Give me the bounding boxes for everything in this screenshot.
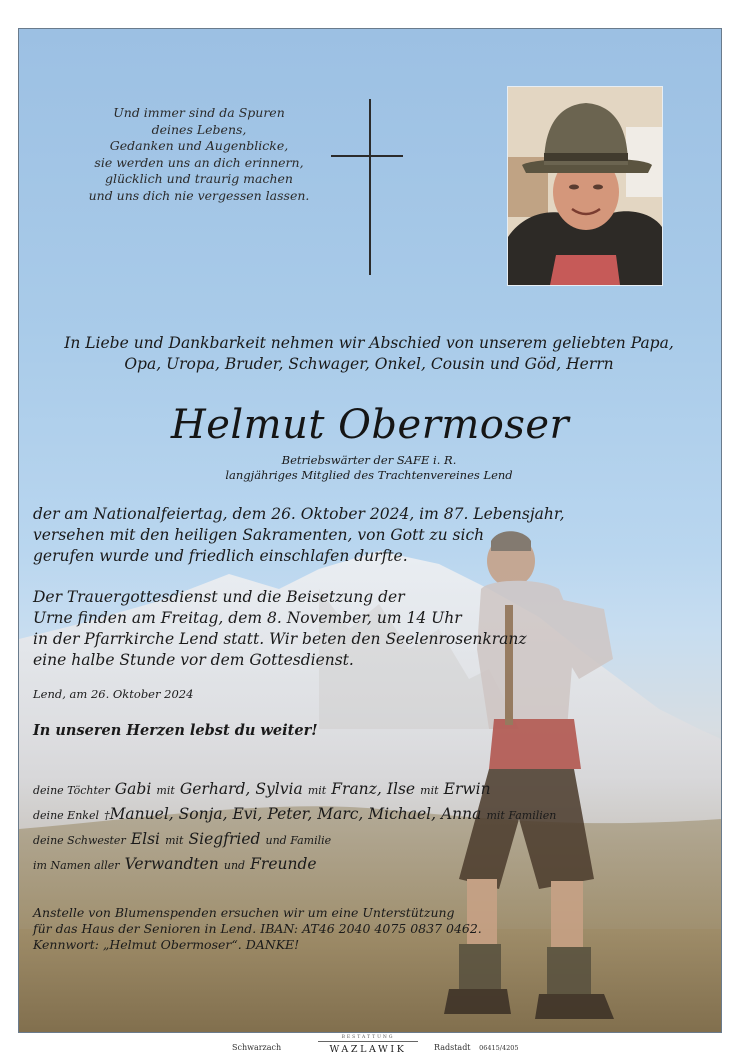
verse-line: glücklich und traurig machen xyxy=(105,171,293,186)
intro-text xyxy=(39,333,699,375)
footer-location-left: Schwarzach xyxy=(232,1043,282,1052)
logo-subtitle: BESTATTUNG xyxy=(341,1035,395,1040)
obituary-card xyxy=(18,28,722,1033)
logo-title: WAZLAWIK xyxy=(329,1043,407,1055)
family-grandchildren: deine Enkel †Manuel, Sonja, Evi, Peter, Marc, Michael, Anna mit Familien xyxy=(33,805,557,823)
title-line: langjähriges Mitglied des Trachtenvereines Lend xyxy=(225,468,513,482)
service-line: Der Trauergottesdienst und die Beisetzung der xyxy=(33,588,405,606)
intro-line: In Liebe und Dankbarkeit nehmen wir Abschied von unserem geliebten Papa, xyxy=(64,334,674,352)
footer-location-right xyxy=(434,1043,519,1052)
memorial-verse xyxy=(79,105,319,204)
verse-line: Gedanken und Augenblicke, xyxy=(109,138,289,153)
family-sister: deine Schwester Elsi mit Siegfried und Familie xyxy=(33,830,332,848)
donation-line: Kennwort: „Helmut Obermoser“. DANKE! xyxy=(33,937,300,952)
death-line: gerufen wurde und friedlich einschlafen durfte. xyxy=(33,547,408,565)
donation-line: Anstelle von Blumenspenden ersuchen wir um eine Unterstützung xyxy=(33,905,455,920)
service-line: eine halbe Stunde vor dem Gottesdienst. xyxy=(33,651,354,669)
death-line: versehen mit den heiligen Sakramenten, von Gott zu sich xyxy=(33,526,485,544)
donation-request xyxy=(33,905,633,953)
deceased-cross-icon: † xyxy=(104,809,110,822)
death-announcement xyxy=(33,504,593,567)
verse-line: Und immer sind da Spuren xyxy=(113,105,285,120)
intro-line: Opa, Uropa, Bruder, Schwager, Onkel, Cousin und Göd, Herrn xyxy=(124,355,614,373)
deceased-titles xyxy=(139,453,599,483)
funeral-home-logo xyxy=(310,1035,426,1055)
portrait-photo xyxy=(507,86,663,286)
place-date: Lend, am 26. Oktober 2024 xyxy=(33,687,194,701)
death-line: der am Nationalfeiertag, dem 26. Oktober 2024, im 87. Lebensjahr, xyxy=(33,505,565,523)
service-line: in der Pfarrkirche Lend statt. Wir beten den Seelenrosenkranz xyxy=(33,630,527,648)
verse-line: deines Lebens, xyxy=(151,121,247,137)
funeral-service-info xyxy=(33,587,593,671)
footer-city: Radstadt xyxy=(434,1043,471,1052)
verse-line: und uns dich nie vergessen lassen. xyxy=(88,187,310,203)
service-line: Urne finden am Freitag, dem 8. November, um 14 Uhr xyxy=(33,609,462,627)
hearts-heading: In unseren Herzen lebst du weiter! xyxy=(33,722,318,739)
title-line: Betriebswärter der SAFE i. R. xyxy=(281,453,457,467)
family-daughters: deine Töchter Gabi mit Gerhard, Sylvia mit Franz, Ilse mit Erwin xyxy=(33,780,491,798)
deceased-name: Helmut Obermoser xyxy=(170,402,570,448)
family-relatives: im Namen aller Verwandten und Freunde xyxy=(33,855,317,873)
footer-phone: 06415/4205 xyxy=(479,1044,519,1052)
verse-line: sie werden uns an dich erinnern, xyxy=(94,154,304,170)
donation-line: für das Haus der Senioren in Lend. IBAN: AT46 2040 4075 0837 0462. xyxy=(33,921,482,936)
